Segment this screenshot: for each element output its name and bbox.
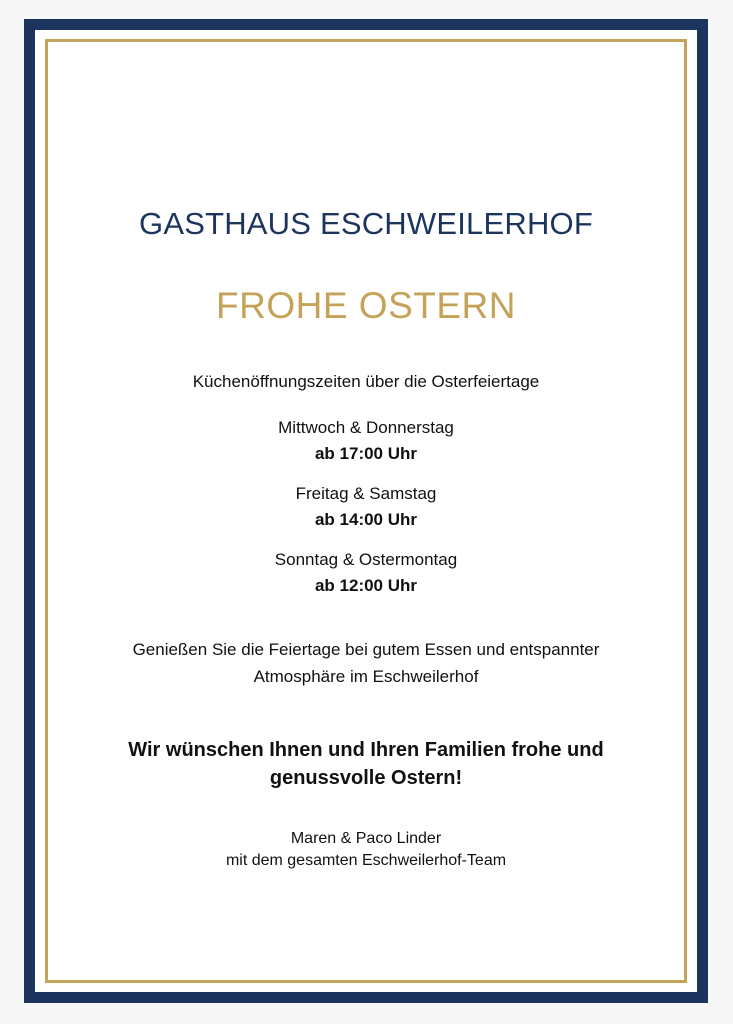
easter-wishes-line: genussvolle Ostern! bbox=[269, 767, 463, 789]
restaurant-title: GASTHAUS ESCHWEILERHOF bbox=[139, 206, 593, 241]
signature-team: mit dem gesamten Eschweilerhof-Team bbox=[225, 852, 507, 869]
schedule-days: Mittwoch & Donnerstag bbox=[278, 418, 454, 437]
schedule-item-wednesday-thursday bbox=[48, 417, 684, 465]
schedule-days: Sonntag & Ostermontag bbox=[274, 550, 458, 569]
easter-wishes-line: Wir wünschen Ihnen und Ihren Familien frohe und bbox=[128, 739, 604, 761]
outer-navy-frame bbox=[24, 19, 708, 1003]
schedule-time: ab 12:00 Uhr bbox=[314, 576, 418, 595]
holiday-message bbox=[76, 636, 656, 690]
easter-greeting-title: FROHE OSTERN bbox=[216, 285, 516, 326]
kitchen-hours-intro: Küchenöffnungszeiten über die Osterfeiertage bbox=[192, 372, 540, 391]
inner-gold-frame bbox=[45, 39, 687, 983]
schedule-days: Freitag & Samstag bbox=[295, 484, 437, 503]
schedule-item-friday-saturday bbox=[48, 483, 684, 531]
signature-names: Maren & Paco Linder bbox=[290, 830, 442, 847]
holiday-message-line: Genießen Sie die Feiertage bei gutem Essen und entspannter bbox=[132, 640, 600, 659]
schedule-time: ab 14:00 Uhr bbox=[314, 510, 418, 529]
holiday-schedule bbox=[48, 417, 684, 615]
signature bbox=[48, 828, 684, 872]
notice-content bbox=[48, 42, 684, 980]
easter-wishes bbox=[72, 736, 660, 792]
schedule-time: ab 17:00 Uhr bbox=[314, 444, 418, 463]
holiday-message-line: Atmosphäre im Eschweilerhof bbox=[253, 667, 479, 686]
schedule-item-sunday-easter-monday bbox=[48, 549, 684, 597]
